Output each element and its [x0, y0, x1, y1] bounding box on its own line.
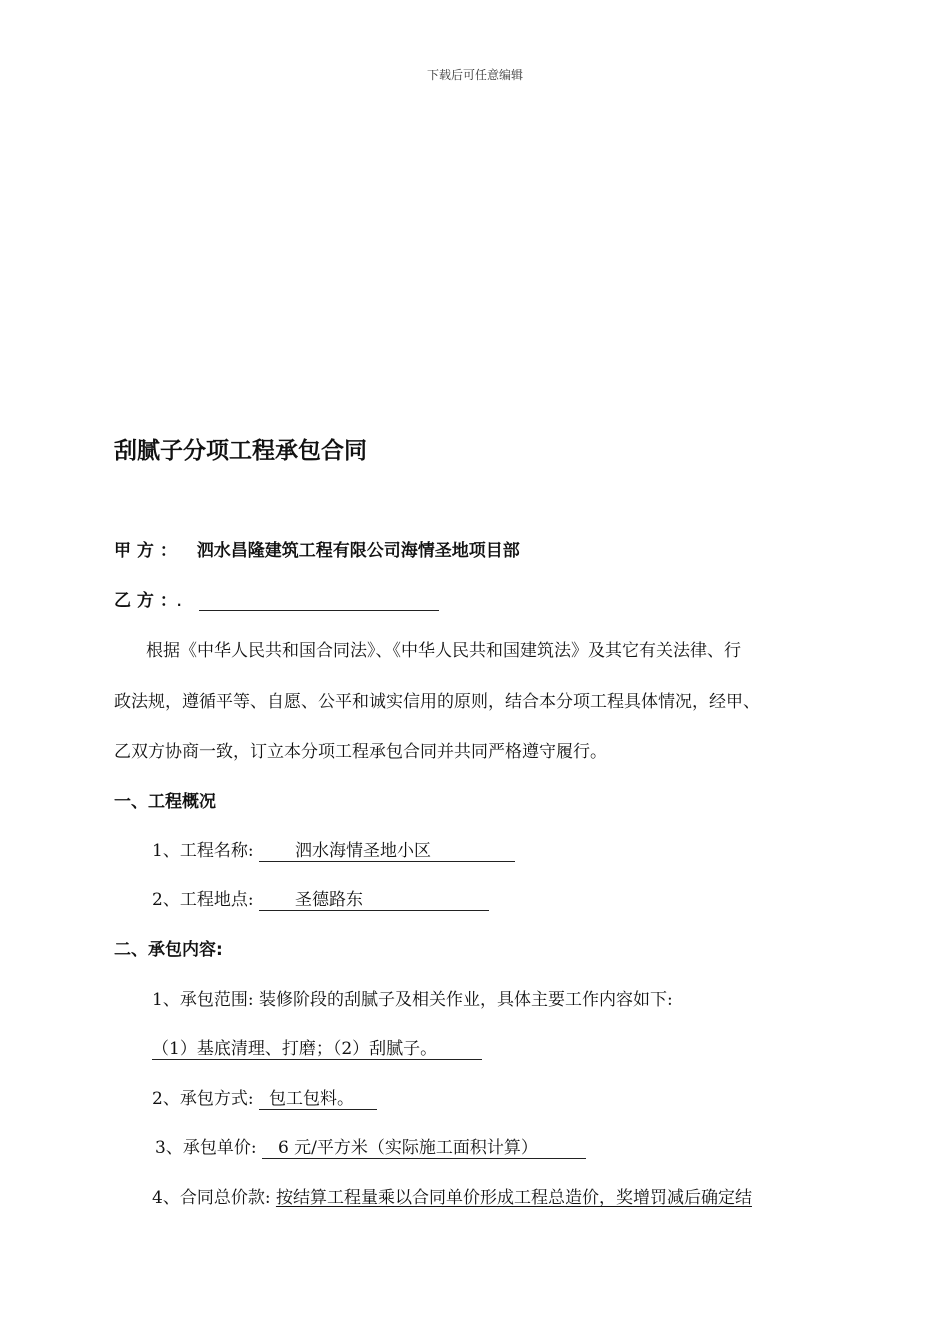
project-name-value: 泗水海情圣地小区 [259, 836, 515, 862]
method-label: 2、承包方式: [152, 1089, 254, 1109]
price-row [155, 1133, 586, 1159]
section2-heading: 二、承包内容: [114, 940, 223, 960]
project-location-row [152, 885, 489, 911]
page-header-note: 下载后可任意编辑 [426, 68, 523, 82]
party-b-mark: . [176, 595, 182, 609]
party-b-label: 乙 方 ： [114, 591, 177, 611]
method-row [152, 1084, 377, 1110]
price-label: 3、承包单价: [155, 1138, 257, 1158]
preamble-line-2: 政法规，遵循平等、自愿、公平和诚实信用的原则，结合本分项工程具体情况，经甲、 [114, 692, 760, 712]
price-value: 6 元/平方米（实际施工面积计算） [262, 1133, 586, 1159]
preamble-line-1: 根据《中华人民共和国合同法》、《中华人民共和国建筑法》及其它有关法律、行 [146, 641, 741, 661]
scope-items-row [152, 1034, 482, 1060]
project-location-value: 圣德路东 [259, 885, 489, 911]
scope-label: 1、承包范围: 装修阶段的刮腻子及相关作业，具体主要工作内容如下: [152, 990, 673, 1010]
scope-items-value: （1）基底清理、打磨；（2）刮腻子。 [152, 1034, 482, 1060]
party-a-value: 泗水昌隆建筑工程有限公司海情圣地项目部 [196, 541, 520, 561]
total-value: 按结算工程量乘以合同单价形成工程总造价，奖增罚减后确定结 [275, 1188, 752, 1208]
project-name-row [152, 836, 515, 862]
total-label: 4、合同总价款: [152, 1188, 271, 1208]
preamble-line-3: 乙双方协商一致，订立本分项工程承包合同并共同严格遵守履行。 [114, 742, 607, 762]
contract-title: 刮腻子分项工程承包合同 [114, 438, 367, 464]
section1-heading: 一、工程概况 [114, 792, 216, 812]
party-a-row [114, 536, 520, 561]
party-b-blank-field [199, 592, 439, 611]
party-a-label: 甲 方 ： [114, 541, 177, 561]
method-value: 包工包料。 [259, 1084, 377, 1110]
project-location-label: 2、工程地点: [152, 890, 254, 910]
party-b-row [114, 586, 439, 611]
total-row [152, 1183, 752, 1208]
project-name-label: 1、工程名称: [152, 841, 254, 861]
